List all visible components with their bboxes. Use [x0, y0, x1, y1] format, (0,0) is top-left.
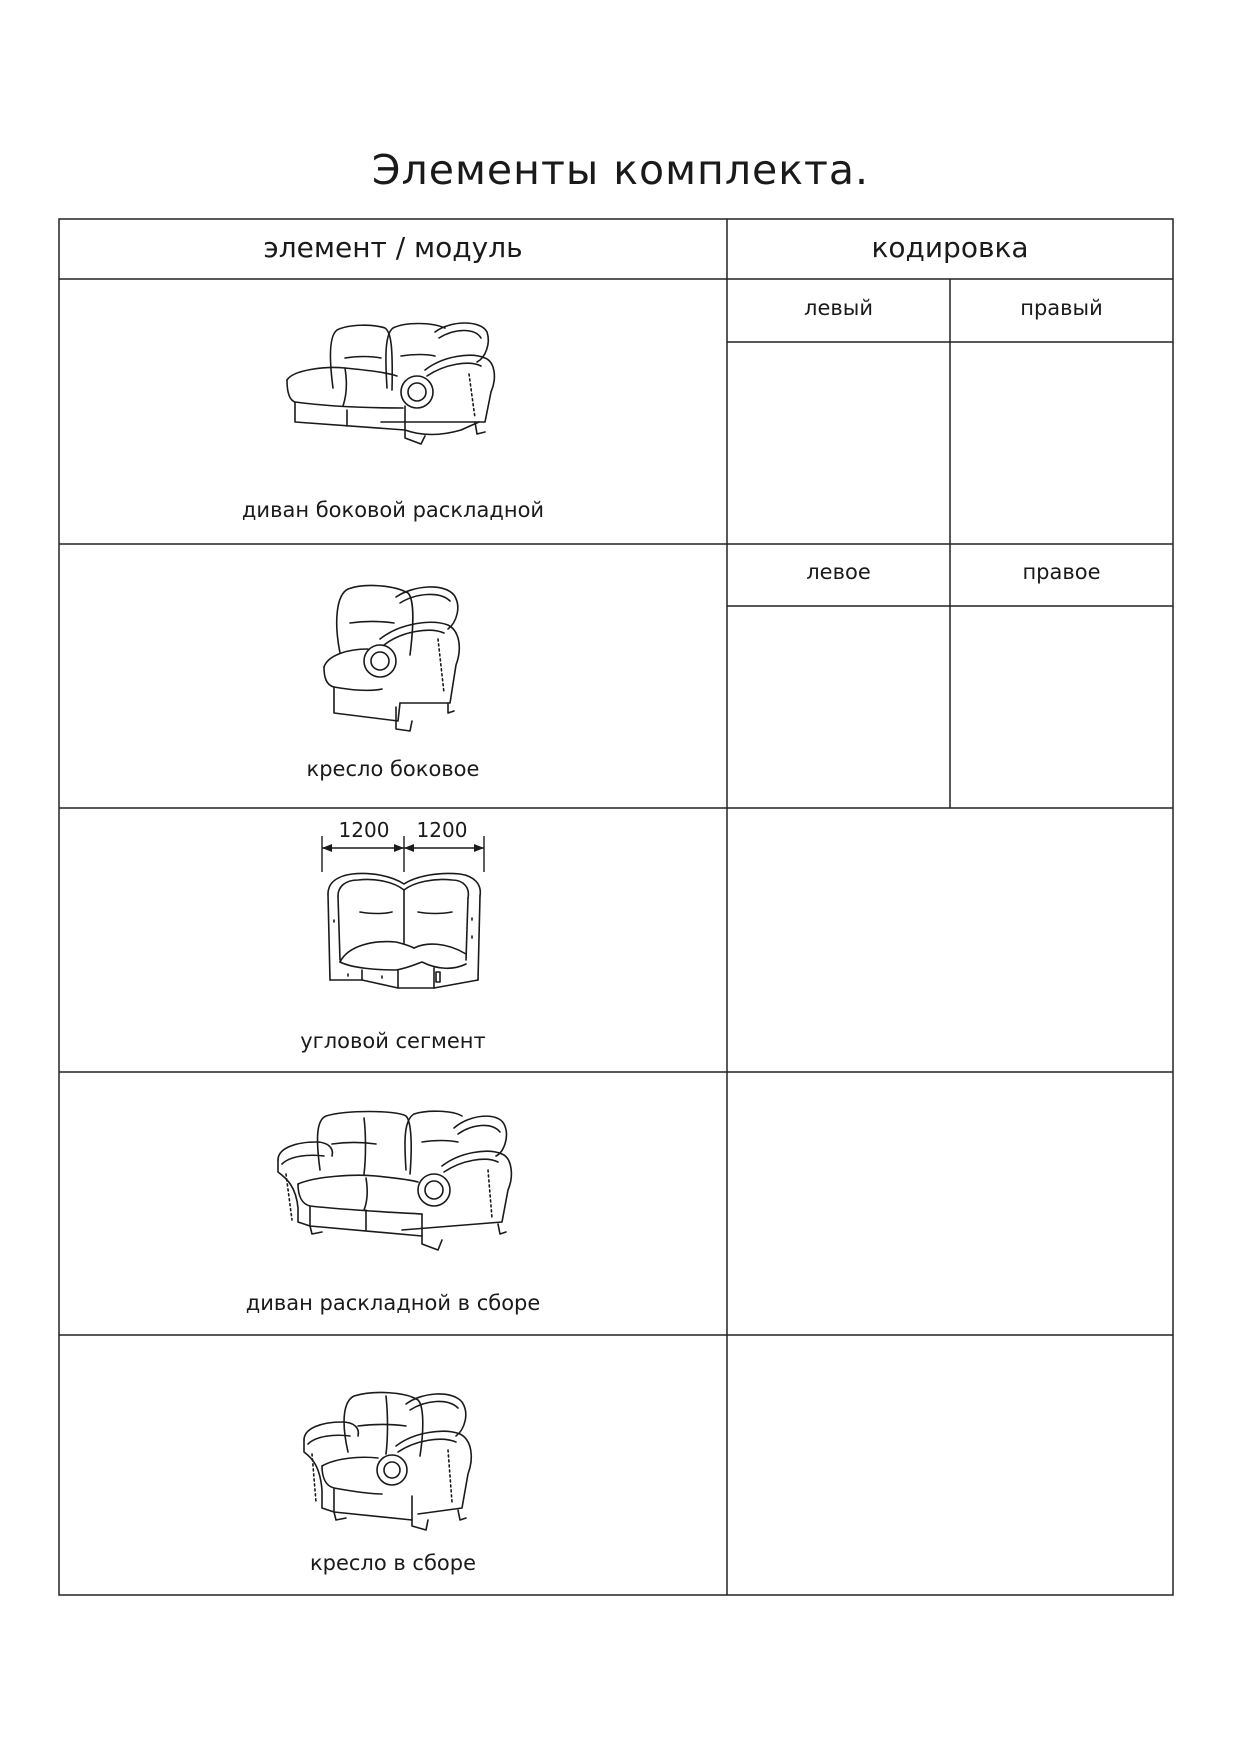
- armchair-side-drawing: [320, 583, 482, 735]
- code-input[interactable]: [728, 1336, 1172, 1594]
- row-caption: диван боковой раскладной: [241, 498, 545, 522]
- corner-segment-drawing: [322, 872, 486, 992]
- column-header-element: элемент / модуль: [263, 231, 523, 264]
- row-caption: диван раскладной в сборе: [245, 1291, 541, 1315]
- armchair-assembled-drawing: [302, 1390, 482, 1546]
- sofa-assembled-drawing: [276, 1110, 516, 1270]
- sub-header-left: левое: [806, 560, 871, 584]
- code-input[interactable]: [728, 1073, 1172, 1334]
- dimension-arrows: [320, 836, 486, 874]
- code-input-right[interactable]: [951, 343, 1172, 543]
- sub-header-right: правое: [1022, 560, 1101, 584]
- row-caption: угловой сегмент: [300, 1029, 486, 1053]
- sub-header-right: правый: [1020, 296, 1103, 320]
- code-input-left[interactable]: [728, 343, 949, 543]
- row-caption: кресло в сборе: [309, 1551, 477, 1575]
- code-input-right[interactable]: [951, 607, 1172, 807]
- dimension-label-right: 1200: [416, 818, 468, 842]
- sub-header-left: левый: [804, 296, 873, 320]
- dimension-label-left: 1200: [338, 818, 390, 842]
- row-caption: кресло боковое: [306, 757, 480, 781]
- column-header-code: кодировка: [871, 231, 1029, 264]
- sofa-side-foldout-drawing: [285, 318, 510, 470]
- code-input[interactable]: [728, 809, 1172, 1071]
- code-input-left[interactable]: [728, 607, 949, 807]
- page-title: Элементы комплекта.: [371, 146, 870, 194]
